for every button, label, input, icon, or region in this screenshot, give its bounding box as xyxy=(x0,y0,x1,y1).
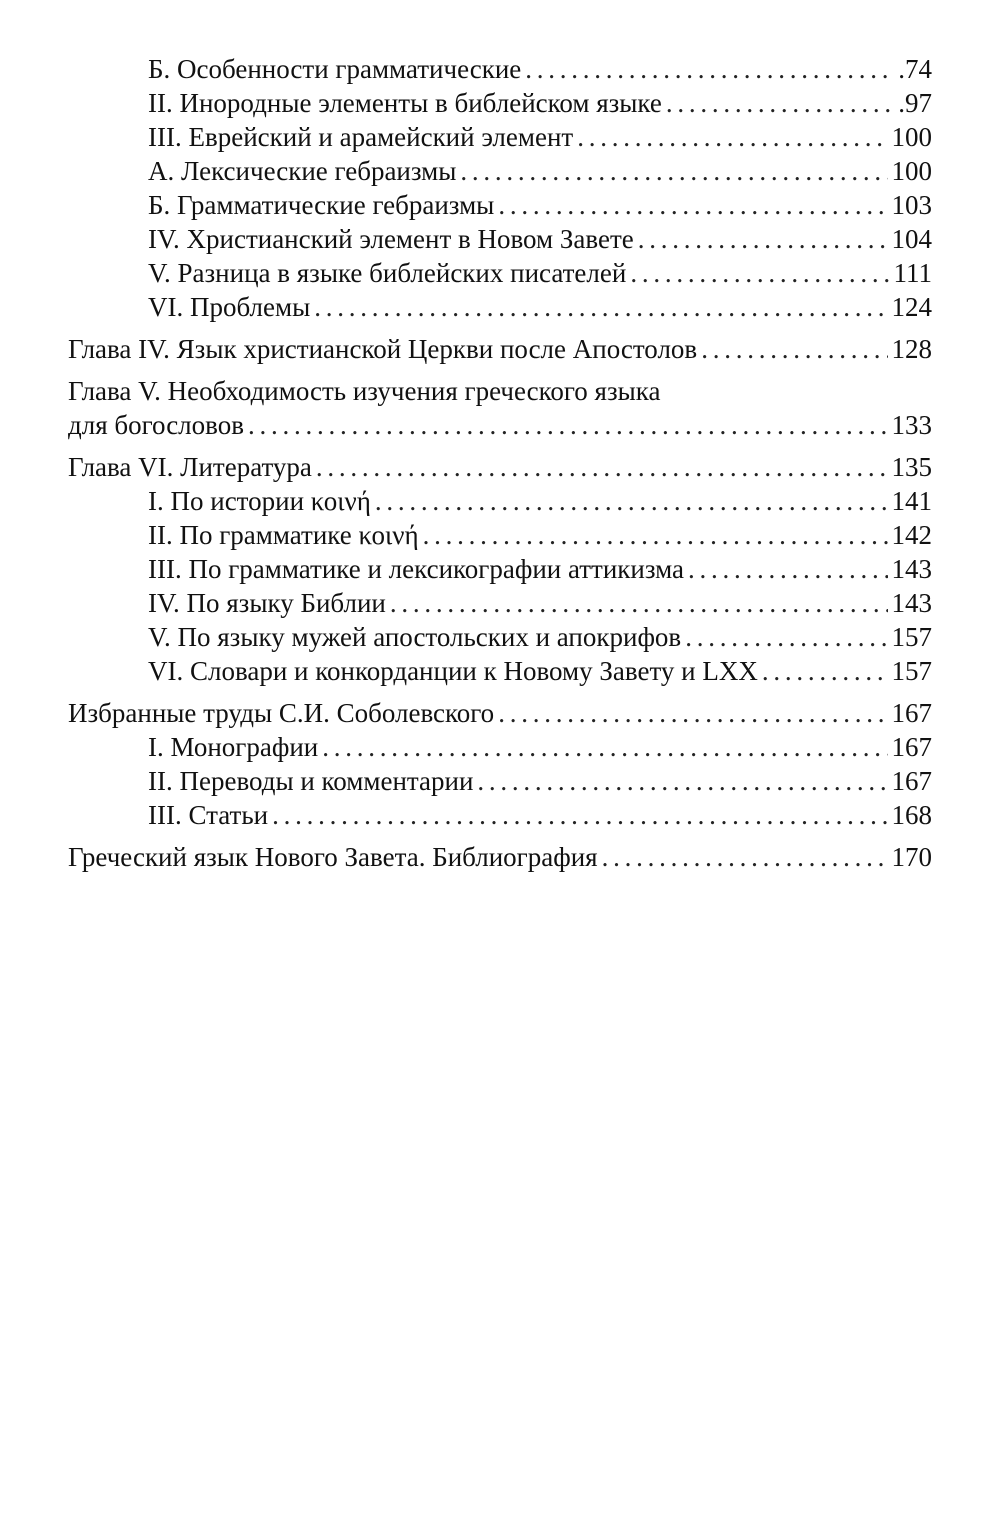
toc-entry-title: III. Еврейский и арамейский элемент xyxy=(148,122,574,152)
toc-entry-page: 167 xyxy=(891,698,932,728)
toc-entry xyxy=(68,654,932,688)
toc-entry-title: II. По грамматике κοινή xyxy=(148,520,419,550)
toc-entry-page: 143 xyxy=(891,554,932,584)
toc-entry-page: 104 xyxy=(891,224,932,254)
toc-entry-page: 128 xyxy=(891,334,932,364)
toc-entry-page: 170 xyxy=(891,842,932,872)
toc-entry-title: IV. По языку Библии xyxy=(148,588,386,618)
dot-leader xyxy=(390,586,888,620)
toc-entry-title: II. Переводы и комментарии xyxy=(148,766,474,796)
dot-leader xyxy=(498,188,887,222)
toc-entry-page: 167 xyxy=(891,732,932,762)
toc-entry-page: 142 xyxy=(891,520,932,550)
dot-leader xyxy=(666,86,894,120)
toc-entry xyxy=(68,798,932,832)
toc-entry-page: .97 xyxy=(898,88,932,118)
toc-entry-title: Б. Особенности грамматические xyxy=(148,54,522,84)
toc-entry-page: 157 xyxy=(891,622,932,652)
toc-entry xyxy=(68,154,932,188)
toc-chapter-entry xyxy=(68,332,932,366)
toc-entry-title: Б. Грамматические гебраизмы xyxy=(148,190,495,220)
toc-entry xyxy=(68,620,932,654)
dot-leader xyxy=(630,256,889,290)
toc-entry-page: 157 xyxy=(891,656,932,686)
toc-entry-title-line2: для богословов xyxy=(68,410,244,440)
toc-entry-title: V. По языку мужей апостольских и апокрифов xyxy=(148,622,682,652)
toc-entry-title: II. Инородные элементы в библейском языке xyxy=(148,88,662,118)
toc-entry-title: IV. Христианский элемент в Новом Завете xyxy=(148,224,634,254)
dot-leader xyxy=(423,518,888,552)
toc-entry-page: 143 xyxy=(891,588,932,618)
toc-entry xyxy=(68,484,932,518)
toc-entry-title: I. По истории κοινή xyxy=(148,486,371,516)
toc-entry xyxy=(68,764,932,798)
toc-entry xyxy=(68,730,932,764)
toc-entry-page: 167 xyxy=(891,766,932,796)
toc-entry-page: 100 xyxy=(891,122,932,152)
toc-entry xyxy=(68,290,932,324)
toc-chapter-entry xyxy=(68,374,932,442)
toc-entry-title: I. Монографии xyxy=(148,732,319,762)
toc-entry-page: 135 xyxy=(891,452,932,482)
dot-leader xyxy=(314,290,887,324)
toc-entry xyxy=(68,256,932,290)
toc-entry xyxy=(68,586,932,620)
dot-leader xyxy=(498,696,887,730)
dot-leader xyxy=(701,332,887,366)
dot-leader xyxy=(685,620,887,654)
toc-entry-title-line1: Глава V. Необходимость изучения греческого языка xyxy=(68,376,661,406)
toc-entry-title: III. По грамматике и лексикографии аттикизма xyxy=(148,554,685,584)
toc-entry xyxy=(68,518,932,552)
toc-entry-title: Греческий язык Нового Завета. Библиография xyxy=(68,842,598,872)
toc-entry-page: 100 xyxy=(891,156,932,186)
toc-entry-title: VI. Проблемы xyxy=(148,292,311,322)
toc-entry-page: .74 xyxy=(898,54,932,84)
toc-entry xyxy=(68,52,932,86)
toc-entry-title: VI. Словари и конкорданции к Новому Завету и LXX xyxy=(148,656,758,686)
toc-chapter-entry xyxy=(68,696,932,730)
dot-leader xyxy=(248,408,888,442)
dot-leader xyxy=(638,222,888,256)
toc-entry-page: 111 xyxy=(893,258,932,288)
toc-entry-page: 103 xyxy=(891,190,932,220)
toc-entry-page: 141 xyxy=(891,486,932,516)
dot-leader xyxy=(322,730,887,764)
toc-entry xyxy=(68,222,932,256)
toc-entry xyxy=(68,120,932,154)
toc-entry-page: 133 xyxy=(891,410,932,440)
toc-chapter-entry xyxy=(68,450,932,484)
dot-leader xyxy=(272,798,887,832)
table-of-contents xyxy=(68,52,932,874)
dot-leader xyxy=(577,120,887,154)
dot-leader xyxy=(460,154,887,188)
toc-entry-title: III. Статьи xyxy=(148,800,269,830)
toc-entry-line2 xyxy=(68,408,932,442)
dot-leader xyxy=(316,450,888,484)
dot-leader xyxy=(525,52,894,86)
toc-entry-title: Избранные труды С.И. Соболевского xyxy=(68,698,495,728)
dot-leader xyxy=(688,552,887,586)
dot-leader xyxy=(602,840,888,874)
dot-leader xyxy=(477,764,887,798)
toc-entry-title: Глава IV. Язык христианской Церкви после Апостолов xyxy=(68,334,698,364)
dot-leader xyxy=(375,484,888,518)
toc-entry-title: Глава VI. Литература xyxy=(68,452,312,482)
toc-chapter-entry xyxy=(68,840,932,874)
toc-entry xyxy=(68,552,932,586)
toc-entry xyxy=(68,188,932,222)
toc-entry-title: А. Лексические гебраизмы xyxy=(148,156,457,186)
toc-entry-page: 124 xyxy=(891,292,932,322)
toc-entry-page: 168 xyxy=(891,800,932,830)
dot-leader xyxy=(762,654,888,688)
toc-entry xyxy=(68,86,932,120)
toc-entry-title: V. Разница в языке библейских писателей xyxy=(148,258,627,288)
